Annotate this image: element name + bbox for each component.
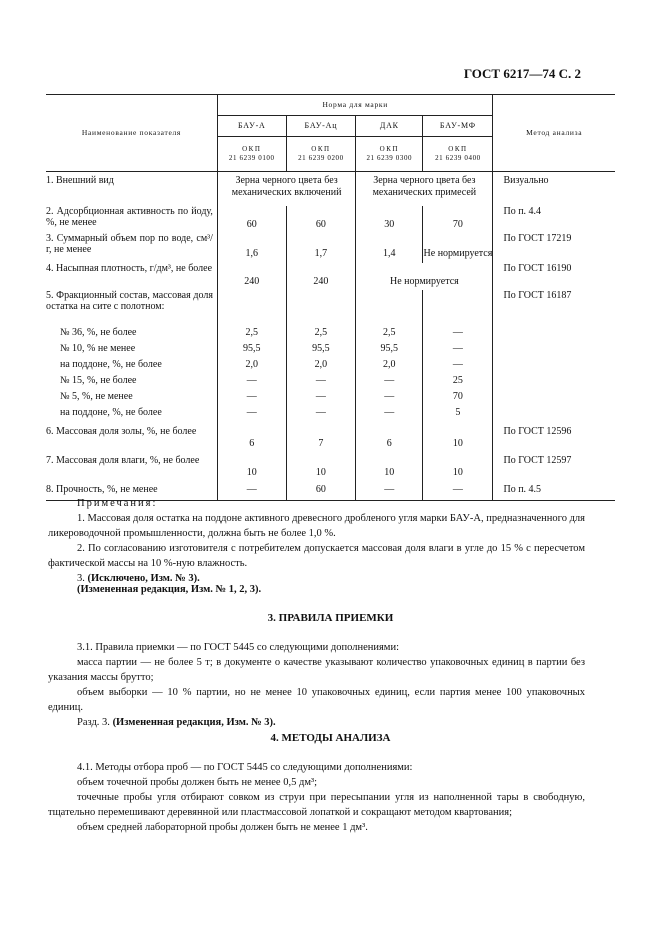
- cell-value: 2,5: [217, 327, 286, 343]
- section-4-title: 4. МЕТОДЫ АНАЛИЗА: [270, 732, 391, 744]
- col-header-norm: Норма для марки: [217, 95, 493, 116]
- cell-method: По ГОСТ 17219: [493, 233, 615, 263]
- grade-header: БАУ-А: [217, 116, 286, 137]
- row-name: № 5, %, не менее: [60, 390, 133, 402]
- row-name: 4. Насыпная плотность, г/дм³, не более: [46, 262, 213, 274]
- row-name: 8. Прочность, %, не менее: [46, 483, 158, 495]
- row-name: № 36, %, не более: [60, 326, 137, 338]
- cell-value: [423, 290, 493, 327]
- grade-header: ДАК: [356, 116, 423, 137]
- cell-value: 30: [356, 206, 423, 233]
- section-3-title: 3. ПРАВИЛА ПРИЕМКИ: [267, 612, 394, 624]
- cell-value: Не нормируется: [423, 233, 493, 263]
- amendment-line: (Измененная редакция, Изм. № 1, 2, 3).: [77, 584, 262, 595]
- paragraph: объем выборки — 10 % партии, но не менее 10 упаковочных единиц, если партия менее 100 упаковочных единиц.: [48, 687, 585, 713]
- cell-method: Визуально: [493, 172, 615, 206]
- cell-method: [493, 407, 615, 423]
- paragraph: Разд. 3. (Измененная редакция, Изм. № 3).: [77, 717, 276, 728]
- cell-value: 2,5: [286, 327, 356, 343]
- cell-method: По ГОСТ 12596: [493, 423, 615, 452]
- row-name: 1. Внешний вид: [46, 175, 114, 186]
- cell-value: 10: [423, 452, 493, 481]
- row-name: № 15, %, не более: [60, 374, 137, 386]
- cell-method: По ГОСТ 16187: [493, 290, 615, 327]
- paragraph: 4.1. Методы отбора проб — по ГОСТ 5445 со следующими дополнениями:: [77, 762, 413, 773]
- okp-code: 21 6239 0300: [366, 154, 413, 162]
- cell-value: 60: [286, 206, 356, 233]
- row-name: 5. Фракционный состав, массовая доля остатка на сите с полотном:: [46, 289, 213, 312]
- cell-value: 25: [423, 375, 493, 391]
- cell-value: 10: [423, 423, 493, 452]
- okp-label: ОКП: [311, 144, 331, 153]
- note-1: 1. Массовая доля остатка на поддоне активного древесного дробленого угля марки БАУ-А, предназначенного для ликероводочной промышленности, должна быть не более 1,0 %.: [48, 513, 585, 539]
- cell-value: 10: [217, 452, 286, 481]
- cell-value: 70: [423, 206, 493, 233]
- row-name: 6. Массовая доля золы, %, не более: [46, 425, 197, 437]
- section-4-body: [48, 760, 585, 835]
- page-header: ГОСТ 6217—74 С. 2: [463, 66, 581, 81]
- cell-method: По п. 4.5: [493, 481, 615, 501]
- note-3: 3. (Исключено, Изм. № 3).: [77, 573, 200, 584]
- col-header-name: Наименование показателя: [46, 95, 217, 172]
- cell-value: 2,0: [286, 359, 356, 375]
- specification-table: [46, 94, 615, 503]
- okp-code-cell: [217, 137, 286, 172]
- col-header-method: Метод анализа: [493, 95, 615, 172]
- cell-method: По ГОСТ 12597: [493, 452, 615, 481]
- cell-method: По п. 4.4: [493, 206, 615, 233]
- okp-label: ОКП: [379, 144, 399, 153]
- cell-value: 10: [286, 452, 356, 481]
- cell-method: [493, 375, 615, 391]
- cell-method: [493, 327, 615, 343]
- cell-value: [217, 290, 286, 327]
- okp-code-cell: [423, 137, 493, 172]
- row-name: 2. Адсорбционная активность по йоду, %, не менее: [46, 205, 213, 228]
- cell-value: 2,0: [356, 359, 423, 375]
- paragraph: точечные пробы угля отбирают совком из струи при пересыпании угля из наполненной тары в свободную, тщательно перемешивают деревянной или пластмассовой лопаткой и сокращают методом квартования;: [48, 792, 585, 818]
- row-name: на поддоне, %, не более: [60, 406, 162, 418]
- cell-value: 5: [423, 407, 493, 423]
- cell-value: 2,0: [217, 359, 286, 375]
- cell-value: —: [217, 375, 286, 391]
- cell-value: —: [217, 391, 286, 407]
- cell-value: —: [423, 481, 493, 501]
- paragraph: объем средней лабораторной пробы должен быть не менее 1 дм³.: [77, 822, 368, 833]
- cell-value: —: [356, 375, 423, 391]
- cell-method: По ГОСТ 16190: [493, 263, 615, 290]
- okp-code: 21 6239 0100: [228, 154, 275, 162]
- cell-value: 1,4: [356, 233, 423, 263]
- paragraph: масса партии — не более 5 т; в документе о качестве указывают количество упаковочных единиц в партии без указания массы брутто;: [48, 657, 585, 683]
- okp-code: 21 6239 0400: [435, 154, 481, 162]
- okp-code: 21 6239 0200: [298, 154, 344, 162]
- cell-value: 240: [286, 263, 356, 290]
- grade-header: БАУ-Ац: [286, 116, 356, 137]
- okp-label: ОКП: [242, 144, 262, 153]
- cell-value: 95,5: [356, 343, 423, 359]
- notes-heading: Примечания:: [77, 498, 158, 509]
- cell-value: 95,5: [286, 343, 356, 359]
- cell-value: 95,5: [217, 343, 286, 359]
- cell-value: [286, 290, 356, 327]
- cell-value: —: [286, 407, 356, 423]
- cell-value: —: [217, 481, 286, 501]
- cell-value: —: [217, 407, 286, 423]
- cell-method: [493, 343, 615, 359]
- row-name: 7. Массовая доля влаги, %, не более: [46, 454, 200, 466]
- cell-value: Не нормируется: [356, 263, 493, 290]
- cell-value: —: [423, 343, 493, 359]
- cell-value: —: [423, 359, 493, 375]
- cell-value: 10: [356, 452, 423, 481]
- cell-value: —: [356, 481, 423, 501]
- okp-code-cell: [356, 137, 423, 172]
- cell-value: —: [356, 407, 423, 423]
- cell-value: —: [356, 391, 423, 407]
- cell-value: —: [286, 391, 356, 407]
- row-name: 3. Суммарный объем пор по воде, см³/г, не менее: [46, 232, 213, 255]
- cell-value: —: [286, 375, 356, 391]
- note-2: 2. По согласованию изготовителя с потребителем допускается массовая доля влаги в угле до 15 % с пересчетом фактической массы на 10 %-ную влажность.: [48, 543, 585, 569]
- cell-value: 70: [423, 391, 493, 407]
- cell-value: —: [423, 327, 493, 343]
- row-name: № 10, % не менее: [60, 342, 136, 354]
- cell-value: 6: [356, 423, 423, 452]
- paragraph: объем точечной пробы должен быть не менее 0,5 дм³;: [77, 777, 318, 788]
- cell-method: [493, 391, 615, 407]
- notes-block: [48, 496, 585, 586]
- cell-value: 7: [286, 423, 356, 452]
- cell-method: [493, 359, 615, 375]
- cell-value: 240: [217, 263, 286, 290]
- cell-value: 6: [217, 423, 286, 452]
- okp-label: ОКП: [448, 144, 468, 153]
- paragraph: 3.1. Правила приемки — по ГОСТ 5445 со следующими дополнениями:: [77, 642, 399, 653]
- cell-value: 1,7: [286, 233, 356, 263]
- cell-value: Зерна черного цвета без механических примесей: [356, 172, 493, 206]
- okp-code-cell: [286, 137, 356, 172]
- cell-value: [356, 290, 423, 327]
- row-name: на поддоне, %, не более: [60, 358, 162, 370]
- cell-value: 1,6: [217, 233, 286, 263]
- cell-value: 60: [286, 481, 356, 501]
- cell-value: Зерна черного цвета без механических включений: [217, 172, 355, 206]
- cell-value: 2,5: [356, 327, 423, 343]
- grade-header: БАУ-МФ: [423, 116, 493, 137]
- section-3-body: [48, 640, 585, 730]
- cell-value: 60: [217, 206, 286, 233]
